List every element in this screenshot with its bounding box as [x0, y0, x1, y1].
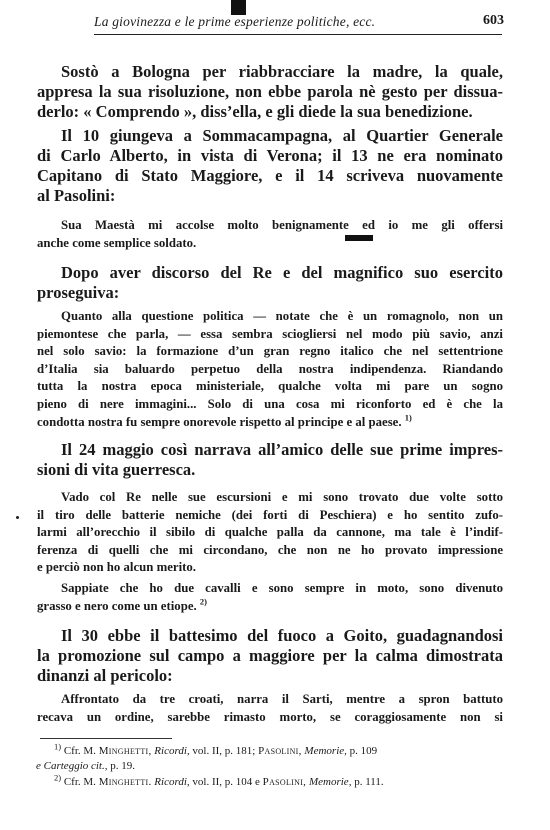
text-line: Sostò a Bologna per riabbracciare la madre, la quale, — [61, 62, 503, 81]
stray-mark — [16, 516, 19, 519]
text-line: di Carlo Alberto, in vista di Verona; il 13 ne era nominato — [37, 146, 503, 165]
text-line: sioni di vita guerresca. — [37, 460, 196, 479]
quotation-4 — [37, 580, 503, 615]
quotation-3 — [37, 489, 503, 577]
footnote-marker: 1) — [54, 741, 62, 752]
text-line: Vado col Re nelle sue escursioni e mi sono trovato due volte sotto — [61, 490, 503, 504]
ink-blot — [345, 235, 373, 241]
text-line: d’Italia sia baluardo perpetuo della nostra indipendenza. Riandando — [37, 361, 503, 376]
footnote-author: Pasolini, — [258, 745, 302, 757]
text-line: ferenza di quelli che mi circondano, che non ne ho provato impressione — [37, 542, 503, 557]
text-line-content: condotta nostra fu sempre onorevole rispetto al principe e al paese. — [37, 414, 402, 429]
footnote-author: Minghetti. — [98, 775, 152, 788]
footnote-ref: p. 111. — [354, 775, 384, 788]
text-line: recava un ordine, sarebbe rimasto morto, se coraggiosamente non si — [37, 709, 503, 724]
text-line: Il 30 ebbe il battesimo del fuoco a Goito, guadagnandosi — [61, 626, 503, 645]
text-line: Dopo aver discorso del Re e del magnifico suo esercito — [61, 263, 503, 282]
footnote-author: Minghetti, — [98, 745, 152, 757]
footnote-title: Ricordi, — [154, 745, 190, 757]
text-line: Affrontato da tre croati, narra il Sarti, mentre a spron battuto — [61, 692, 503, 706]
text-line: Il 10 giungeva a Sommacampagna, al Quartier Generale — [61, 126, 503, 145]
footnote-divider — [40, 738, 172, 739]
footnote-author: Pasolini, — [262, 775, 307, 788]
text-line: Sua Maestà mi accolse molto benignamente ed io me gli offersi — [61, 218, 503, 232]
text-line: Capitano di Stato Maggiore, e il 14 scriveva nuovamente — [37, 166, 503, 185]
footnote-cfr: Cfr. M. — [63, 745, 96, 757]
paragraph-2 — [37, 126, 503, 206]
text-line: anche come semplice soldato. — [37, 235, 197, 250]
text-line — [37, 414, 503, 432]
footnote-1-continued — [36, 759, 502, 774]
footnote-ref: vol. II, p. 181; — [192, 745, 256, 757]
text-line: la promozione sul campo a maggiore per la calma dimostrata — [37, 646, 503, 665]
paragraph-1 — [37, 62, 503, 122]
footnote-ref: vol. II, p. 104 e — [192, 775, 260, 788]
paragraph-3 — [37, 263, 503, 303]
text-line-content: grasso e nero come un etiope. — [37, 598, 197, 613]
footnotes — [36, 741, 502, 790]
text-line: larmi all’orecchio il sibilo di qualche palla da cannone, ma tale è l’indif- — [37, 525, 503, 540]
quotation-2 — [37, 308, 503, 431]
text-line: Il 24 maggio così narrava all’amico delle sue prime impres- — [61, 440, 503, 459]
footnote-title: Memorie, — [308, 775, 352, 788]
text-line: il tiro delle batterie nemiche (dei forti di Peschiera) e ho sentito zufo- — [37, 507, 503, 522]
paragraph-4 — [37, 440, 503, 480]
footnote-title: e Carteggio cit., — [36, 760, 108, 773]
footnote-ref: 2) — [199, 596, 207, 607]
text-line: derlo: « Comprendo », diss’ella, e gli diede la sua benedizione. — [37, 102, 473, 121]
text-line: e perciò non ho alcun merito. — [37, 560, 197, 575]
text-line: nel solo savio: la formazione d’un gran regno italico che nel settentrione — [37, 344, 503, 359]
footnote-title: Memorie, — [304, 745, 347, 757]
text-line: al Pasolini: — [37, 186, 116, 205]
footnote-ref: p. 19. — [110, 760, 135, 773]
text-line: tutta la nostra epoca ministeriale, qualche volta mi pare un sogno — [37, 379, 503, 394]
text-line: Quanto alla questione politica — notate che è un romagnolo, non un — [61, 309, 503, 323]
text-line: proseguiva: — [37, 283, 120, 302]
text-line: pieno di nere immagini... Solo di una cosa mi riconforto ed è che la — [37, 396, 503, 411]
footnote-title: Ricordi, — [154, 775, 190, 788]
footnote-ref: 1) — [404, 412, 412, 423]
quotation-1 — [37, 217, 503, 252]
page-number: 603 — [483, 13, 504, 28]
footnote-1 — [36, 741, 502, 759]
footnote-marker: 2) — [54, 772, 62, 783]
text-line — [37, 598, 503, 616]
text-line: dinanzi al pericolo: — [37, 666, 173, 685]
quotation-5 — [37, 691, 503, 726]
page-header — [94, 12, 502, 35]
paragraph-5 — [37, 626, 503, 686]
footnote-cfr: Cfr. M. — [63, 775, 96, 788]
running-title: La giovinezza e le prime esperienze politiche, ecc. — [94, 14, 376, 29]
text-line: appresa la sua risoluzione, non ebbe parola nè gesto per dissua- — [37, 82, 503, 101]
footnote-ref: p. 109 — [349, 745, 378, 757]
footnote-2 — [36, 772, 502, 790]
text-line: piemontese che parla, — essa sembra sciogliersi nel modo più savio, anzi — [37, 326, 503, 341]
text-line: Sappiate che ho due cavalli e sono sempre in moto, sono divenuto — [61, 581, 503, 595]
